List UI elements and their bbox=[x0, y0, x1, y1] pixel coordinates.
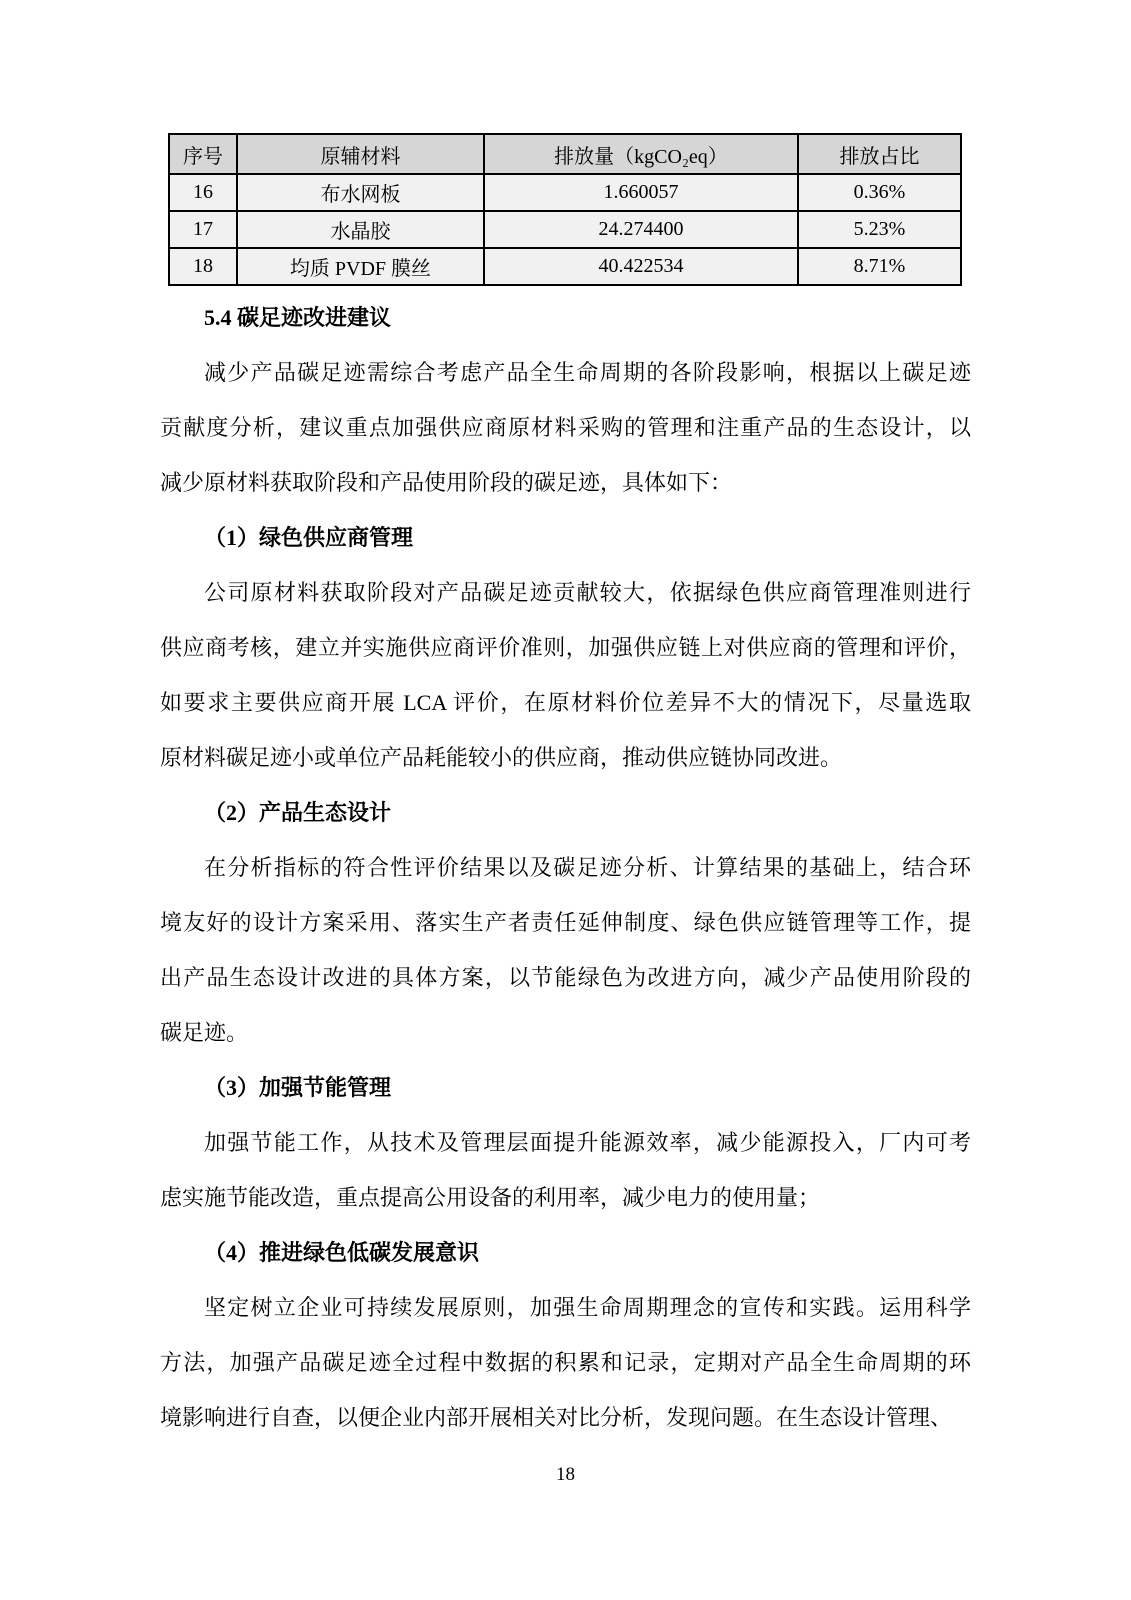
table-header-share: 排放占比 bbox=[798, 134, 961, 174]
cell-index: 17 bbox=[169, 211, 237, 248]
subsection-paragraph-4 bbox=[160, 1280, 971, 1445]
paragraph-line: 如要求主要供应商开展 LCA 评价，在原材料价位差异不大的情况下，尽量选取 bbox=[160, 690, 971, 715]
section-heading: 5.4 碳足迹改进建议 bbox=[204, 305, 392, 330]
paragraph-line: 公司原材料获取阶段对产品碳足迹贡献较大，依据绿色供应商管理准则进行 bbox=[204, 580, 971, 605]
paragraph-line: 减少产品碳足迹需综合考虑产品全生命周期的各阶段影响，根据以上碳足迹 bbox=[204, 360, 971, 385]
paragraph-line: 在分析指标的符合性评价结果以及碳足迹分析、计算结果的基础上，结合环 bbox=[204, 855, 971, 880]
subsection-paragraph-3 bbox=[160, 1115, 971, 1225]
paragraph-line: 原材料碳足迹小或单位产品耗能较小的供应商，推动供应链协同改进。 bbox=[160, 745, 843, 770]
paragraph-line: 坚定树立企业可持续发展原则，加强生命周期理念的宣传和实践。运用科学 bbox=[204, 1295, 971, 1320]
cell-material: 水晶胶 bbox=[237, 211, 484, 248]
page-number: 18 bbox=[556, 1464, 575, 1485]
cell-emission: 1.660057 bbox=[484, 174, 798, 211]
subsection-heading-3: （3）加强节能管理 bbox=[204, 1075, 392, 1100]
subsection-paragraph-2 bbox=[160, 840, 971, 1060]
paragraph-line: 出产品生态设计改进的具体方案，以节能绿色为改进方向，减少产品使用阶段的 bbox=[160, 965, 971, 990]
cell-share: 0.36% bbox=[798, 174, 961, 211]
cell-share: 5.23% bbox=[798, 211, 961, 248]
cell-material: 均质 PVDF 膜丝 bbox=[237, 248, 484, 285]
paragraph-line: 境友好的设计方案采用、落实生产者责任延伸制度、绿色供应链管理等工作，提 bbox=[160, 910, 971, 935]
paragraph-line: 减少原材料获取阶段和产品使用阶段的碳足迹，具体如下： bbox=[160, 470, 733, 495]
subsection-heading-1: （1）绿色供应商管理 bbox=[204, 525, 414, 550]
paragraph-line: 加强节能工作，从技术及管理层面提升能源效率，减少能源投入，厂内可考 bbox=[204, 1130, 971, 1155]
paragraph-line: 贡献度分析，建议重点加强供应商原材料采购的管理和注重产品的生态设计，以 bbox=[160, 415, 971, 440]
table-header-index: 序号 bbox=[169, 134, 237, 174]
paragraph-line: 方法，加强产品碳足迹全过程中数据的积累和记录，定期对产品全生命周期的环 bbox=[160, 1350, 971, 1375]
section-body bbox=[160, 290, 971, 1445]
paragraph-line: 虑实施节能改造，重点提高公用设备的利用率，减少电力的使用量； bbox=[160, 1185, 821, 1210]
table-row bbox=[169, 248, 961, 285]
table-header-row bbox=[169, 134, 961, 174]
intro-paragraph bbox=[160, 345, 971, 510]
cell-share: 8.71% bbox=[798, 248, 961, 285]
paragraph-line: 供应商考核，建立并实施供应商评价准则，加强供应链上对供应商的管理和评价， bbox=[160, 635, 971, 660]
table-header-emission: 排放量（kgCO₂eq） bbox=[484, 134, 798, 174]
subsection-heading-2: （2）产品生态设计 bbox=[204, 800, 392, 825]
emissions-table bbox=[168, 133, 962, 286]
subsection-heading-4: （4）推进绿色低碳发展意识 bbox=[204, 1240, 480, 1265]
table-row bbox=[169, 211, 961, 248]
paragraph-line: 碳足迹。 bbox=[160, 1020, 249, 1045]
cell-index: 16 bbox=[169, 174, 237, 211]
table-header-material: 原辅材料 bbox=[237, 134, 484, 174]
cell-emission: 24.274400 bbox=[484, 211, 798, 248]
cell-material: 布水网板 bbox=[237, 174, 484, 211]
table-row bbox=[169, 174, 961, 211]
cell-index: 18 bbox=[169, 248, 237, 285]
paragraph-line: 境影响进行自查，以便企业内部开展相关对比分析，发现问题。在生态设计管理、 bbox=[160, 1405, 953, 1430]
cell-emission: 40.422534 bbox=[484, 248, 798, 285]
subsection-paragraph-1 bbox=[160, 565, 971, 785]
